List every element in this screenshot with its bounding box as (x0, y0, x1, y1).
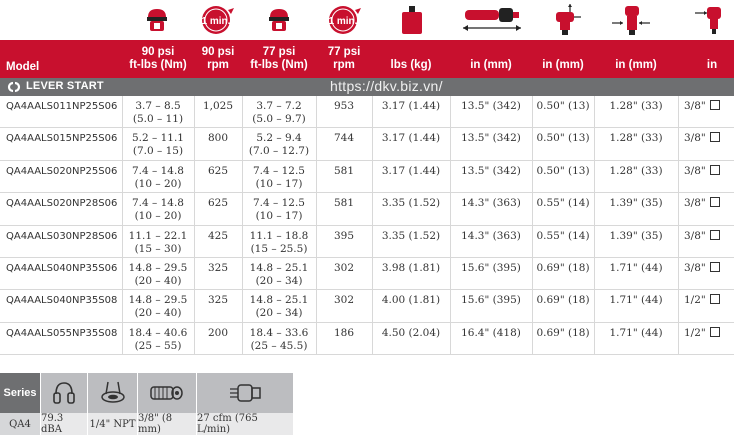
cell-t90: 5.2 – 11.1 (7.0 – 15) (131, 132, 184, 158)
cell-side: 0.55" (14) (536, 197, 590, 210)
cell-t77: 7.4 – 12.5 (10 – 17) (252, 197, 305, 223)
torque-socket-icon (122, 3, 192, 37)
header-torque-90: 90 psi ft-lbs (Nm) (129, 46, 187, 71)
cell-t77: 14.8 – 25.1 (20 – 34) (249, 294, 309, 320)
cell-rpm77: 581 (333, 197, 355, 210)
cell-side: 0.55" (14) (536, 229, 590, 242)
header-drive: in (706, 58, 718, 71)
cell-drive: 3/8" (684, 258, 732, 294)
cell-rpm90: 325 (207, 261, 229, 274)
air-inlet-icon (88, 373, 137, 413)
series-col-air (197, 373, 293, 435)
cell-rpm90: 325 (207, 294, 229, 307)
table-row (0, 258, 734, 290)
cell-t90: 7.4 – 14.8 (10 – 20) (131, 164, 184, 190)
cell-drive: 3/8" (684, 128, 732, 164)
cell-length: 14.3" (363) (461, 229, 521, 242)
table-body (0, 96, 734, 355)
cell-model: QA4AALS011NP25S06 (6, 101, 118, 112)
cell-weight: 3.17 (1.44) (381, 100, 441, 112)
header-length: in (mm) (470, 58, 512, 71)
cell-t90: 14.8 – 29.5 (20 – 40) (128, 261, 188, 287)
lever-start-icon (6, 81, 22, 93)
series-col-sound (41, 373, 87, 435)
cell-length: 13.5" (342) (461, 100, 521, 112)
square-drive-symbol-icon (710, 165, 720, 175)
cell-weight: 4.00 (1.81) (381, 294, 441, 307)
header-rpm-77: 77 psi rpm (327, 46, 361, 71)
cell-side: 0.69" (18) (536, 261, 590, 274)
cell-length: 16.4" (418) (461, 326, 521, 339)
cell-length: 15.6" (395) (461, 261, 521, 274)
cell-rpm77: 302 (333, 261, 355, 274)
cell-side: 0.69" (18) (536, 294, 590, 307)
cell-side: 0.50" (13) (536, 164, 590, 177)
cell-length: 15.6" (395) (461, 294, 521, 307)
cell-weight: 3.35 (1.52) (381, 229, 441, 242)
cell-t77: 7.4 – 12.5 (10 – 17) (252, 164, 305, 190)
square-drive-icon (688, 3, 732, 37)
cell-drive: 3/8" (684, 96, 732, 132)
timer-text: 1 min. (328, 16, 358, 27)
square-drive-symbol-icon (710, 262, 720, 272)
series-col-head (0, 373, 40, 435)
square-drive-symbol-icon (710, 132, 720, 142)
cell-drive: 3/8" (684, 193, 732, 229)
cell-rpm90: 625 (207, 164, 229, 177)
cell-rpm90: 800 (207, 132, 229, 145)
cell-weight: 4.50 (2.04) (381, 326, 441, 339)
cell-head: 1.39" (35) (609, 229, 663, 242)
cell-t90: 18.4 – 40.6 (25 – 55) (128, 326, 188, 352)
cell-model: QA4AALS030NP28S06 (6, 230, 118, 242)
one-minute-timer-icon (318, 3, 368, 37)
section-lever-start (0, 78, 734, 96)
timer-text: 1 min. (201, 16, 231, 27)
cell-model: QA4AALS015NP25S06 (6, 133, 118, 145)
cell-rpm90: 425 (207, 229, 229, 242)
table-row (0, 226, 734, 258)
cell-length: 13.5" (342) (461, 132, 521, 145)
air-value: 27 cfm (765 L/min) (197, 413, 293, 435)
cell-weight: 3.17 (1.44) (381, 164, 441, 177)
cell-drive: 1/2" (684, 290, 732, 326)
length-icon (452, 3, 532, 37)
cell-rpm90: 625 (207, 197, 229, 210)
series-col-hose (138, 373, 196, 435)
air-consumption-icon (197, 373, 293, 413)
header-weight: lbs (kg) (390, 58, 432, 71)
cell-t90: 7.4 – 14.8 (10 – 20) (131, 197, 184, 223)
table-row (0, 161, 734, 193)
cell-t77: 11.1 – 18.8 (15 – 25.5) (249, 229, 309, 255)
header-head-height: in (mm) (615, 58, 657, 71)
cell-model: QA4AALS020NP25S06 (6, 165, 118, 177)
cell-model: QA4AALS020NP28S06 (6, 198, 118, 210)
cell-rpm77: 953 (333, 100, 355, 112)
square-drive-symbol-icon (710, 197, 720, 207)
head-height-icon (600, 3, 662, 37)
ear-protection-icon (41, 373, 87, 413)
square-drive-symbol-icon (710, 294, 720, 304)
one-minute-timer-icon (192, 3, 240, 37)
cell-rpm77: 302 (333, 294, 355, 307)
cell-drive: 1/2" (684, 323, 732, 359)
cell-side: 0.69" (18) (536, 326, 590, 339)
cell-t77: 14.8 – 25.1 (20 – 34) (249, 261, 309, 287)
cell-side: 0.50" (13) (536, 100, 590, 112)
section-label: LEVER START (26, 80, 104, 92)
sound-value: 79.3 dBA (41, 413, 87, 435)
weight-icon (374, 3, 450, 37)
cell-drive: 3/8" (684, 226, 732, 262)
cell-t90: 14.8 – 29.5 (20 – 40) (128, 294, 188, 320)
hose-value: 3/8" (8 mm) (138, 413, 196, 435)
cell-t90: 11.1 – 22.1 (15 – 30) (128, 229, 188, 255)
cell-head: 1.28" (33) (609, 164, 663, 177)
cell-model: QA4AALS040NP35S06 (6, 262, 118, 274)
cell-weight: 3.17 (1.44) (381, 132, 441, 145)
cell-length: 13.5" (342) (461, 164, 521, 177)
hose-icon (138, 373, 196, 413)
header-model: Model (6, 61, 40, 73)
inlet-value: 1/4" NPT (88, 413, 137, 435)
header-torque-77: 77 psi ft-lbs (Nm) (250, 46, 308, 71)
cell-head: 1.28" (33) (609, 100, 663, 112)
side-to-center-icon (534, 3, 596, 37)
cell-length: 14.3" (363) (461, 197, 521, 210)
series-col-inlet (88, 373, 137, 435)
square-drive-symbol-icon (710, 327, 720, 337)
cell-side: 0.50" (13) (536, 132, 590, 145)
cell-drive: 3/8" (684, 161, 732, 197)
header-side-to-center: in (mm) (542, 58, 584, 71)
table-row (0, 290, 734, 322)
cell-t77: 5.2 – 9.4 (7.0 – 12.7) (248, 132, 310, 158)
torque-socket-icon (244, 3, 314, 37)
cell-head: 1.71" (44) (609, 261, 663, 274)
square-drive-symbol-icon (710, 100, 720, 110)
icon-row (0, 0, 734, 40)
table-header (0, 40, 734, 78)
cell-rpm77: 395 (333, 229, 355, 242)
cell-model: QA4AALS040NP35S08 (6, 295, 118, 307)
cell-t90: 3.7 – 8.5 (5.0 – 11) (132, 100, 184, 125)
cell-head: 1.71" (44) (609, 294, 663, 307)
cell-rpm90: 1,025 (202, 100, 234, 112)
table-row (0, 323, 734, 355)
header-rpm-90: 90 psi rpm (201, 46, 235, 71)
cell-rpm77: 186 (333, 326, 355, 339)
cell-head: 1.71" (44) (609, 326, 663, 339)
cell-weight: 3.35 (1.52) (381, 197, 441, 210)
cell-rpm90: 200 (207, 326, 229, 339)
series-value: QA4 (0, 413, 40, 435)
cell-model: QA4AALS055NP35S08 (6, 327, 118, 339)
cell-rpm77: 581 (333, 164, 355, 177)
cell-head: 1.39" (35) (609, 197, 663, 210)
series-label: Series (0, 373, 40, 413)
table-row (0, 96, 734, 128)
watermark: https://dkv.biz.vn/ (330, 78, 443, 94)
square-drive-symbol-icon (710, 230, 720, 240)
cell-t77: 3.7 – 7.2 (5.0 – 9.7) (252, 100, 306, 125)
cell-weight: 3.98 (1.81) (381, 261, 441, 274)
cell-rpm77: 744 (333, 132, 355, 145)
cell-head: 1.28" (33) (609, 132, 663, 145)
cell-t77: 18.4 – 33.6 (25 – 45.5) (249, 326, 309, 352)
table-row (0, 193, 734, 225)
table-row (0, 128, 734, 160)
